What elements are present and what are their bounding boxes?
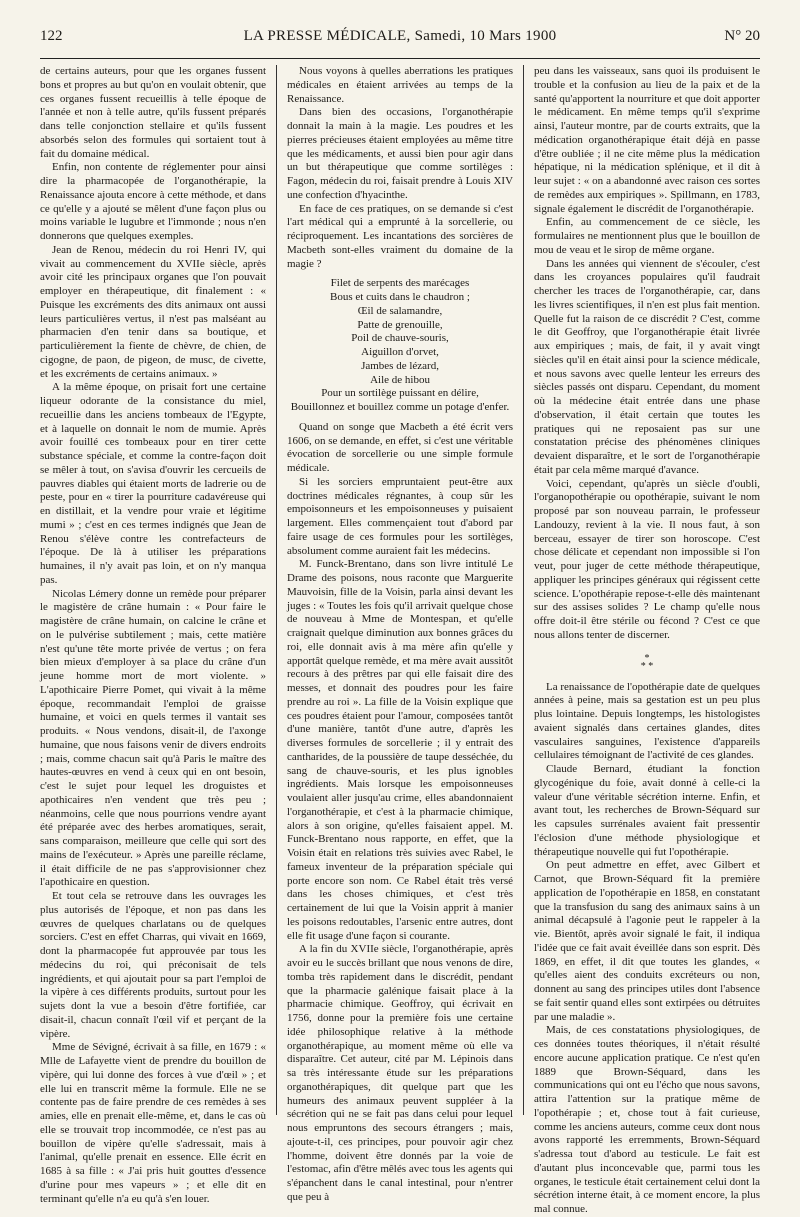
paragraph: Enfin, au commencement de ce siècle, les formulaires ne mentionnent plus que le bouillon de mou de veau et le sirop de même organe. [534,216,761,256]
verse-line: Aile de hibou [370,373,430,386]
paragraph: Mme de Sévigné, écrivait à sa fille, en 1679 : « Mlle de Lafayette vient de prendre du bouillon de vipère, qui lui donne des forces à vue d'œil » ; et elle lui en transcrit même la formule. Elle ne se contente pas de faire prendre de ces remèdes à ses amies, elle en prenait elle-même, et, dans le cas où elle se trouvait trop incommodée, ce n'est pas au bouillon de vipère qu'elle s'adressait, mais à l'animal, qu'elle prenait en essence. Elle écrit en 1685 à sa fille : « J'ai pris huit gouttes d'essence d'urine pour mes vapeurs » ; et elle dit en terminant qu'elle n'a eu qu'à s'en louer. [40,1041,267,1205]
column-2 [287,65,514,1203]
paragraph: Nicolas Lémery donne un remède pour préparer le magistère de crâne humain : « Pour faire le magistère de crâne humain, on calcine le crâne et on le pulvérise subtilement ; mais, cette matière n'est qu'une tête morte privée de vertus ; on fera bien mieux d'employer à sa place du crâne d'un jeune homme mort de mort violente. » L'apothicaire Pierre Pomet, qui vivait à la même époque, recommandait l'emploi de graisse humaine, et voici en quels termes il vantait ses produits. « Nous vendons, disait-il, de l'axonge humaine, que nous faisons venir de divers endroits ; mais, comme chacun sait qu'à Paris le maître des hautes-œuvres en vend à ceux qui en ont besoin, c'est le sujet pour lequel les droguistes et apothicaires n'en vendent que très peu ; néanmoins, celle que nous pourrions vendre ayant été préparée avec des herbes aromatiques, serait, sans comparaison, meilleure que celle qui sort des mains de l'exécuteur. » Après une pareille réclame, il était difficile de ne pas s'approvisionner chez l'apothicaire en question. [40,587,267,889]
issue-number: N° 20 [724,28,760,44]
paragraph: Enfin, non contente de réglementer pour ainsi dire la pharmacopée de l'organothérapie, la Renaissance ajouta encore à cette méthode, et dans ce qu'elle y a ajouté se mêlent d'une façon plus ou moins variable le lugubre et l'immonde ; nous n'en donnerons que quelques exemples. [40,161,267,242]
paragraph: peu dans les vaisseaux, sans quoi ils produisent le trouble et la confusion au lieu de la paix et de la santé qu'apportent la nourriture et que doit apporter le médicament. En même temps qu'il s'exprime ainsi, l'auteur montre, par de courts extraits, que la médication organothérapique était déjà en passe d'être oubliée ; il ne cite même plus la médication hépatique, ni la médication splénique, et il dit à leur sujet : « on a abandonné avec raison ces sortes de remèdes aux empiriques ». Spillmann, en 1783, signale également le discrédit de l'organothérapie. [534,65,761,215]
verse-line: Aiguillon d'orvet, [361,346,439,358]
paragraph: Et tout cela se retrouve dans les ouvrages les plus autorisés de l'époque, et non pas dans les œuvres de quelques charlatans ou de quelques sorciers. C'est en effet Charras, qui vivait en 1669, dont la pharmacopée fut approuvée par tous les médecins du roi, qui préconisait de tels ingrédients, et qui ajoutait pour sa part l'emploi de la vipère à ces différents produits, surtout pour les sujets dont la vue a besoin d'être fortifiée, car disait-il, chacun connaît l'œil vif et perçant de la vipère. [40,890,267,1040]
section-break-asterisks: * * * [640,652,654,672]
verse-line: Patte de grenouille, [357,318,443,331]
paragraph: En face de ces pratiques, on se demande si c'est l'art médical qui a emprunté à la sorcellerie, ou réciproquement. Les incantations des sorcières de Macbeth sont-elles vraiment du domaine de la magie ? [287,202,514,270]
paragraph: On peut admettre en effet, avec Gilbert et Carnot, que Brown-Séquard fit la première application de l'opothérapie en 1858, en constatant que la transfusion du sang des animaux sains à un animal décapsulé à l'agonie peut le rappeler à la vie. Bientôt, après avoir signalé le fait, il indiqua l'idée que ce fait avait éveillée dans son esprit. Dès 1869, en effet, il dit que toutes les glandes, « qu'elles aient des conduits excréteurs ou non, donnent au sang des principes utiles dont l'absence se fait sentir quand elles sont extirpées ou détruites par une maladie ». [534,859,761,1023]
paragraph: Mais, de ces constatations physiologiques, de ces données toutes théoriques, il n'était résulté encore aucune application pratique. Ce n'est qu'en 1889 que Brown-Séquard, dans les communications qui ont eu l'écho que nous savons, attira l'attention sur la pratique même de l'opothérapie ; et, chose tout à fait curieuse, comme les anciens auteurs, comme ceux dont nous avons rapporté les erremments, Brown-Séquard s'adressa tout d'abord au testicule. Le fait est d'autant plus inconcevable que, parmi tous les organes, le testicule était certainement celui dont la sécrétion interne était, à ce moment encore, la plus mal connue. [534,1024,761,1215]
paragraph: Claude Bernard, étudiant la fonction glycogénique du foie, avait donné à celle-ci la valeur d'une véritable sécrétion interne. Enfin, et avant tout, les recherches de Brown-Séquard sur les capsules surrénales avaient fait pressentir l'éclosion d'une méthode physiologique et thérapeutique nouvelle qui fut l'opothérapie. [534,763,761,858]
paragraph: A la fin du XVIIe siècle, l'organothérapie, après avoir eu le succès brillant que nous venons de dire, tomba très rapidement dans le discrédit, pendant que la pharmacie galénique faisait place à la pharmacie chimique. Geoffroy, qui écrivait en 1756, donne pour la première fois une certaine idée philosophique relative à la méthode organothérapique, au moment même où elle va disparaître. Cet auteur, cité par M. Lépinois dans sa très intéressante étude sur les préparations organothérapiques, dit quelque part que les humeurs des animaux peuvent suppléer à la sécrétion qui ne se fait pas dans celui pour lequel nous empruntons des secours étrangers ; mais, ajoute-t-il, ces principes, pour pouvoir agir chez l'homme, doivent être donnés par la voie de l'estomac, afin d'être mêlés avec tous les agents qui s'épanchent dans le canal intestinal, pour n'entrer que peu à [287,943,514,1203]
verse-line: Filet de serpents des marécages [330,277,470,290]
paragraph: M. Funck-Brentano, dans son livre intitulé Le Drame des poisons, nous raconte que Marguerite Mauvoisin, fille de la Voisin, parla ainsi devant les juges : « Toutes les fois qu'il arrivait quelque chose de nouveau à Mme de Montespan, et qu'elle craignait quelque diminution aux bonnes grâces du roi, elle donnait avis à ma mère afin qu'elle y apportât quelque remède, et ma mère avait aussitôt recours à des prêtres par qui elle faisait dire des messes, et donnait des poudres pour les faire prendre au roi ». La fille de la Voisin explique que ces poudres étaient pour l'amour, composées tantôt d'une manière, tantôt d'une autre, d'après les diverses formules de sorcellerie ; il y entrait des cantharides, de la poussière de taupe desséchée, du sang de chauve-souris, et les plus ignobles ingrédients. Mais lorsque les empoisonneuses voulaient aller jusqu'au crime, elles abandonnaient l'organothérapie, et c'est à la pharmacie chimique, alors à son origine, qu'elles faisaient appel. M. Funck-Brentano nous rapporte, en effet, que la Voisin était en relations très suivies avec Rabel, le fameux inventeur de la préparation spéciale qui porte encore son nom. Ce Rabel était très versé dans les choses chimiques, et c'est très certainement de lui que la Voisin apprit à manier les poisons redoutables, l'arsenic entre autres, dont elle fit usage d'une façon si courante. [287,558,514,942]
paragraph: Quand on songe que Macbeth a été écrit vers 1606, on se demande, en effet, si c'est une véritable évocation de sorcellerie ou une simple formule médicale. [287,420,514,474]
column-3 [534,65,761,1215]
verse-line: Poil de chauve-souris, [351,332,449,345]
article-columns [40,65,761,1215]
macbeth-verse [287,277,513,415]
paragraph: Si les sorciers empruntaient peut-être aux doctrines médicales régnantes, à coup sûr les empoisonneurs et les empoisonneuses y puisaient largement. Elles commençaient tout d'abord par faire usage de ces formules pour les sortilèges, absolument comme auraient fait les médecins. [287,475,514,557]
header-rule [40,58,760,59]
column-divider [523,65,524,1115]
journal-title: LA PRESSE MÉDICALE, Samedi, 10 Mars 1900 [243,28,557,44]
verse-line: Pour un sortilège puissant en délire, [321,387,479,400]
verse-line: Œil de salamandre, [357,304,443,317]
paragraph: Voici, cependant, qu'après un siècle d'oubli, l'organopothérapie ou opothérapie, suivant le nom proposé par son nouveau parrain, le professeur Landouzy, revient à la vie. Il nous faut, à son berceau, essayer de tirer son horoscope. C'est chose délicate et cependant non impossible si l'on veut, pour juger de cette méthode thérapeutique, appliquer les principes généraux qui régissent cette science. L'opothérapie repose-t-elle dès maintenant sur des assises solides ? Le champ qu'elle nous offre doit-il être stérile ou fécond ? C'est ce que nous allons tenter de discerner. [534,477,761,641]
paragraph: Jean de Renou, médecin du roi Henri IV, qui vivait au commencement du XVIIe siècle, après avoir cité les principaux organes que l'on pouvait employer en thérapeutique, dit finalement : « Puisque les excréments des dits animaux ont aussi leurs particulières vertus, il n'est pas malséant au pharmacien d'en tenir dans sa boutique, et particulièrement la fiente de chèvre, de chien, de cigogne, de paon, de pigeon, de musc, de civette, et les excréments de certains animaux. » [40,243,267,380]
paragraph: Dans bien des occasions, l'organothérapie donnait la main à la magie. Les poudres et les pierres précieuses étaient employées au même titre que les médicaments, et aussi bien pour agir dans un but thérapeutique que comme sortilèges : Fagon, médecin du roi, faisait prendre à Louis XIV une confection d'hyacinthe. [287,106,514,201]
page-number: 122 [40,28,63,44]
paragraph: La renaissance de l'opothérapie date de quelques années à peine, mais sa gestation est un peu plus plus lointaine. Depuis longtemps, les histologistes avaient signalés dans certaines glandes, dites vasculaires sanguines, l'existence d'appareils cellulaires témoignant de l'activité de ces glandes. [534,680,761,762]
paragraph: Nous voyons à quelles aberrations les pratiques médicales en étaient arrivées au temps de la Renaissance. [287,65,514,105]
paragraph: Dans les années qui viennent de s'écouler, c'est dans les croyances populaires qu'il faudrait chercher les traces de l'organothérapie, car, dans les livres scientifiques, il n'en est plus fait mention. Quelle fut la raison de ce discrédit ? C'est, comme le dit Geoffroy, que l'organothérapie était livrée aux empiriques ; mais, de fait, il y avait vingt siècles qu'il en était ainsi pour la science médicale, et nous savons avec quelle lenteur les erreurs des siècles passés ont disparu. Cependant, du moment où la médecine était entrée dans une phase d'observation, il était certain que toutes les pratiques qui ne reposaient pas sur une constatation précise des phénomènes cliniques devaient disparaître, et le sort de l'organothérapie était par cela même marqué d'avance. [534,257,761,476]
verse-line: Bouillonnez et bouillez comme un potage d'enfer. [290,401,510,413]
page-header [40,28,760,50]
verse-line: Jambes de lézard, [361,359,439,372]
column-1 [40,65,267,1205]
verse-line: Bous et cuits dans le chaudron ; [330,291,470,303]
column-divider [276,65,277,1115]
paragraph: A la même époque, on prisait fort une certaine liqueur odorante de la consistance du miel, recueillie dans les anciens tombeaux de l'Egypte, et à laquelle on donnait le nom de mumie. Après avoir fouillé ces tombeaux pour en tirer cette substance spéciale, et comme la contre-façon doit se mêler à tout, on s'avisa d'ouvrir les cercueils de pauvres diables qui étaient morts de ladrerie ou de peste, pour en « tirer la pourriture cadavéreuse qui en distillait, et la vendre pour vraie et légitime mumi » ; c'est en ces termes indignés que Jean de Renou s'élève contre les contrefacteurs de l'époque. De là à utiliser les préparations humaines, il n'y avait pas loin, et on n'y manqua pas. [40,381,267,586]
paragraph: de certains auteurs, pour que les organes fussent bons et propres au but qu'on en voulait obtenir, que ces organes fussent recueillis à telle époque de l'année et non à telle autre, qu'ils fussent préparés dans telle conjonction stellaire et qu'ils fussent absorbés selon des formules qui sortaient tout à fait du domaine médical. [40,65,267,160]
